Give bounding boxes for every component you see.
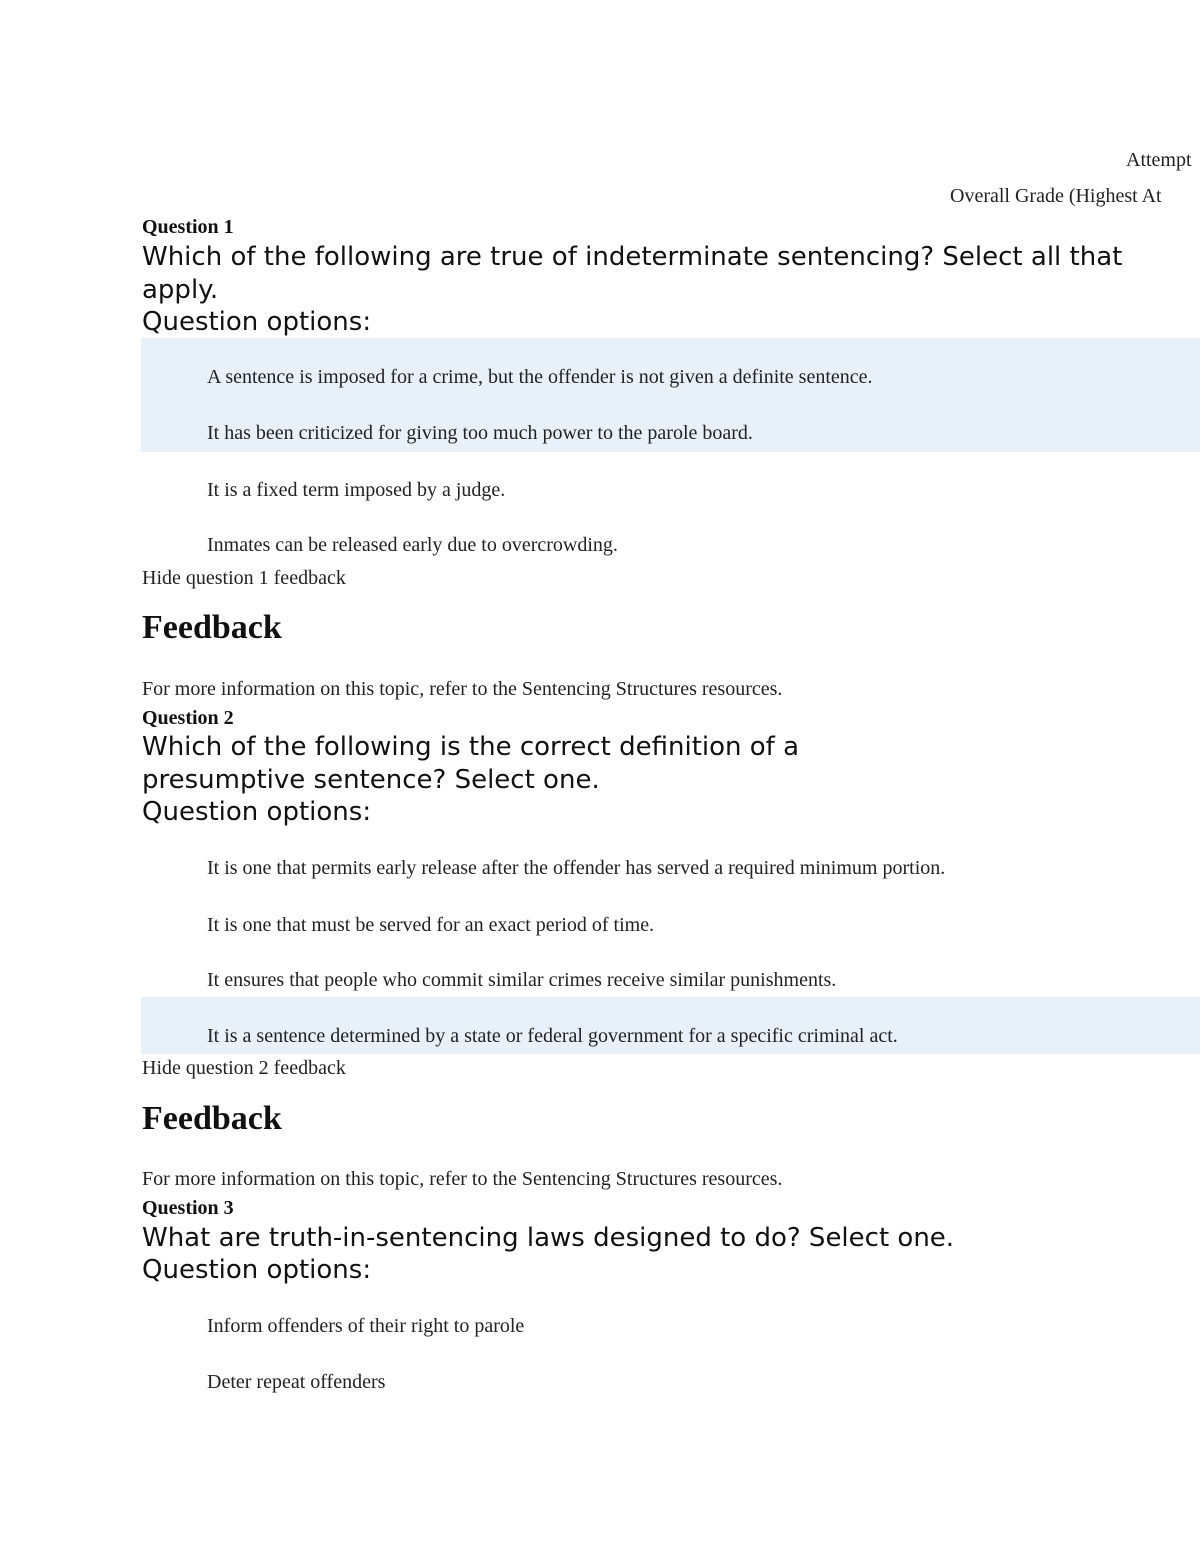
question-3-option-2[interactable]: Deter repeat offenders [207,1371,386,1393]
question-3-text: What are truth-in-sentencing laws designed to do? Select one. [142,1223,955,1253]
question-2-option-4[interactable]: It is a sentence determined by a state or federal government for a specific criminal act. [207,1025,898,1047]
attempt-label: Attempt [1126,149,1192,171]
question-1-feedback-heading: Feedback [142,609,282,646]
question-1-option-1[interactable]: A sentence is imposed for a crime, but the offender is not given a definite sentence. [207,366,873,388]
question-2-option-1[interactable]: It is one that permits early release after the offender has served a required minimum portion. [207,857,946,879]
question-2-option-2[interactable]: It is one that must be served for an exact period of time. [207,914,655,936]
question-2-feedback-heading: Feedback [142,1100,282,1137]
question-2-option-3[interactable]: It ensures that people who commit similar crimes receive similar punishments. [207,969,837,991]
question-1-label: Question 1 [142,216,234,238]
question-3-option-1[interactable]: Inform offenders of their right to parole [207,1315,525,1337]
question-1-text: Which of the following are true of indeterminate sentencing? Select all that apply. [142,242,1123,305]
question-2-feedback-text: For more information on this topic, refer to the Sentencing Structures resources. [142,1168,783,1190]
question-3-options-label: Question options: [142,1255,372,1285]
question-1-option-3[interactable]: It is a fixed term imposed by a judge. [207,479,506,501]
question-3-label: Question 3 [142,1197,234,1219]
hide-question-1-feedback-link[interactable]: Hide question 1 feedback [142,567,346,589]
question-2-options-label: Question options: [142,797,372,827]
question-2-text: Which of the following is the correct definition of a presumptive sentence? Select one. [142,732,800,795]
question-2-label: Question 2 [142,707,234,729]
overall-grade-label: Overall Grade (Highest At [950,185,1162,207]
question-1-options-label: Question options: [142,307,372,337]
hide-question-2-feedback-link[interactable]: Hide question 2 feedback [142,1057,346,1079]
question-1-feedback-text: For more information on this topic, refer to the Sentencing Structures resources. [142,678,783,700]
question-1-option-2[interactable]: It has been criticized for giving too much power to the parole board. [207,422,753,444]
question-1-option-4[interactable]: Inmates can be released early due to overcrowding. [207,534,618,556]
